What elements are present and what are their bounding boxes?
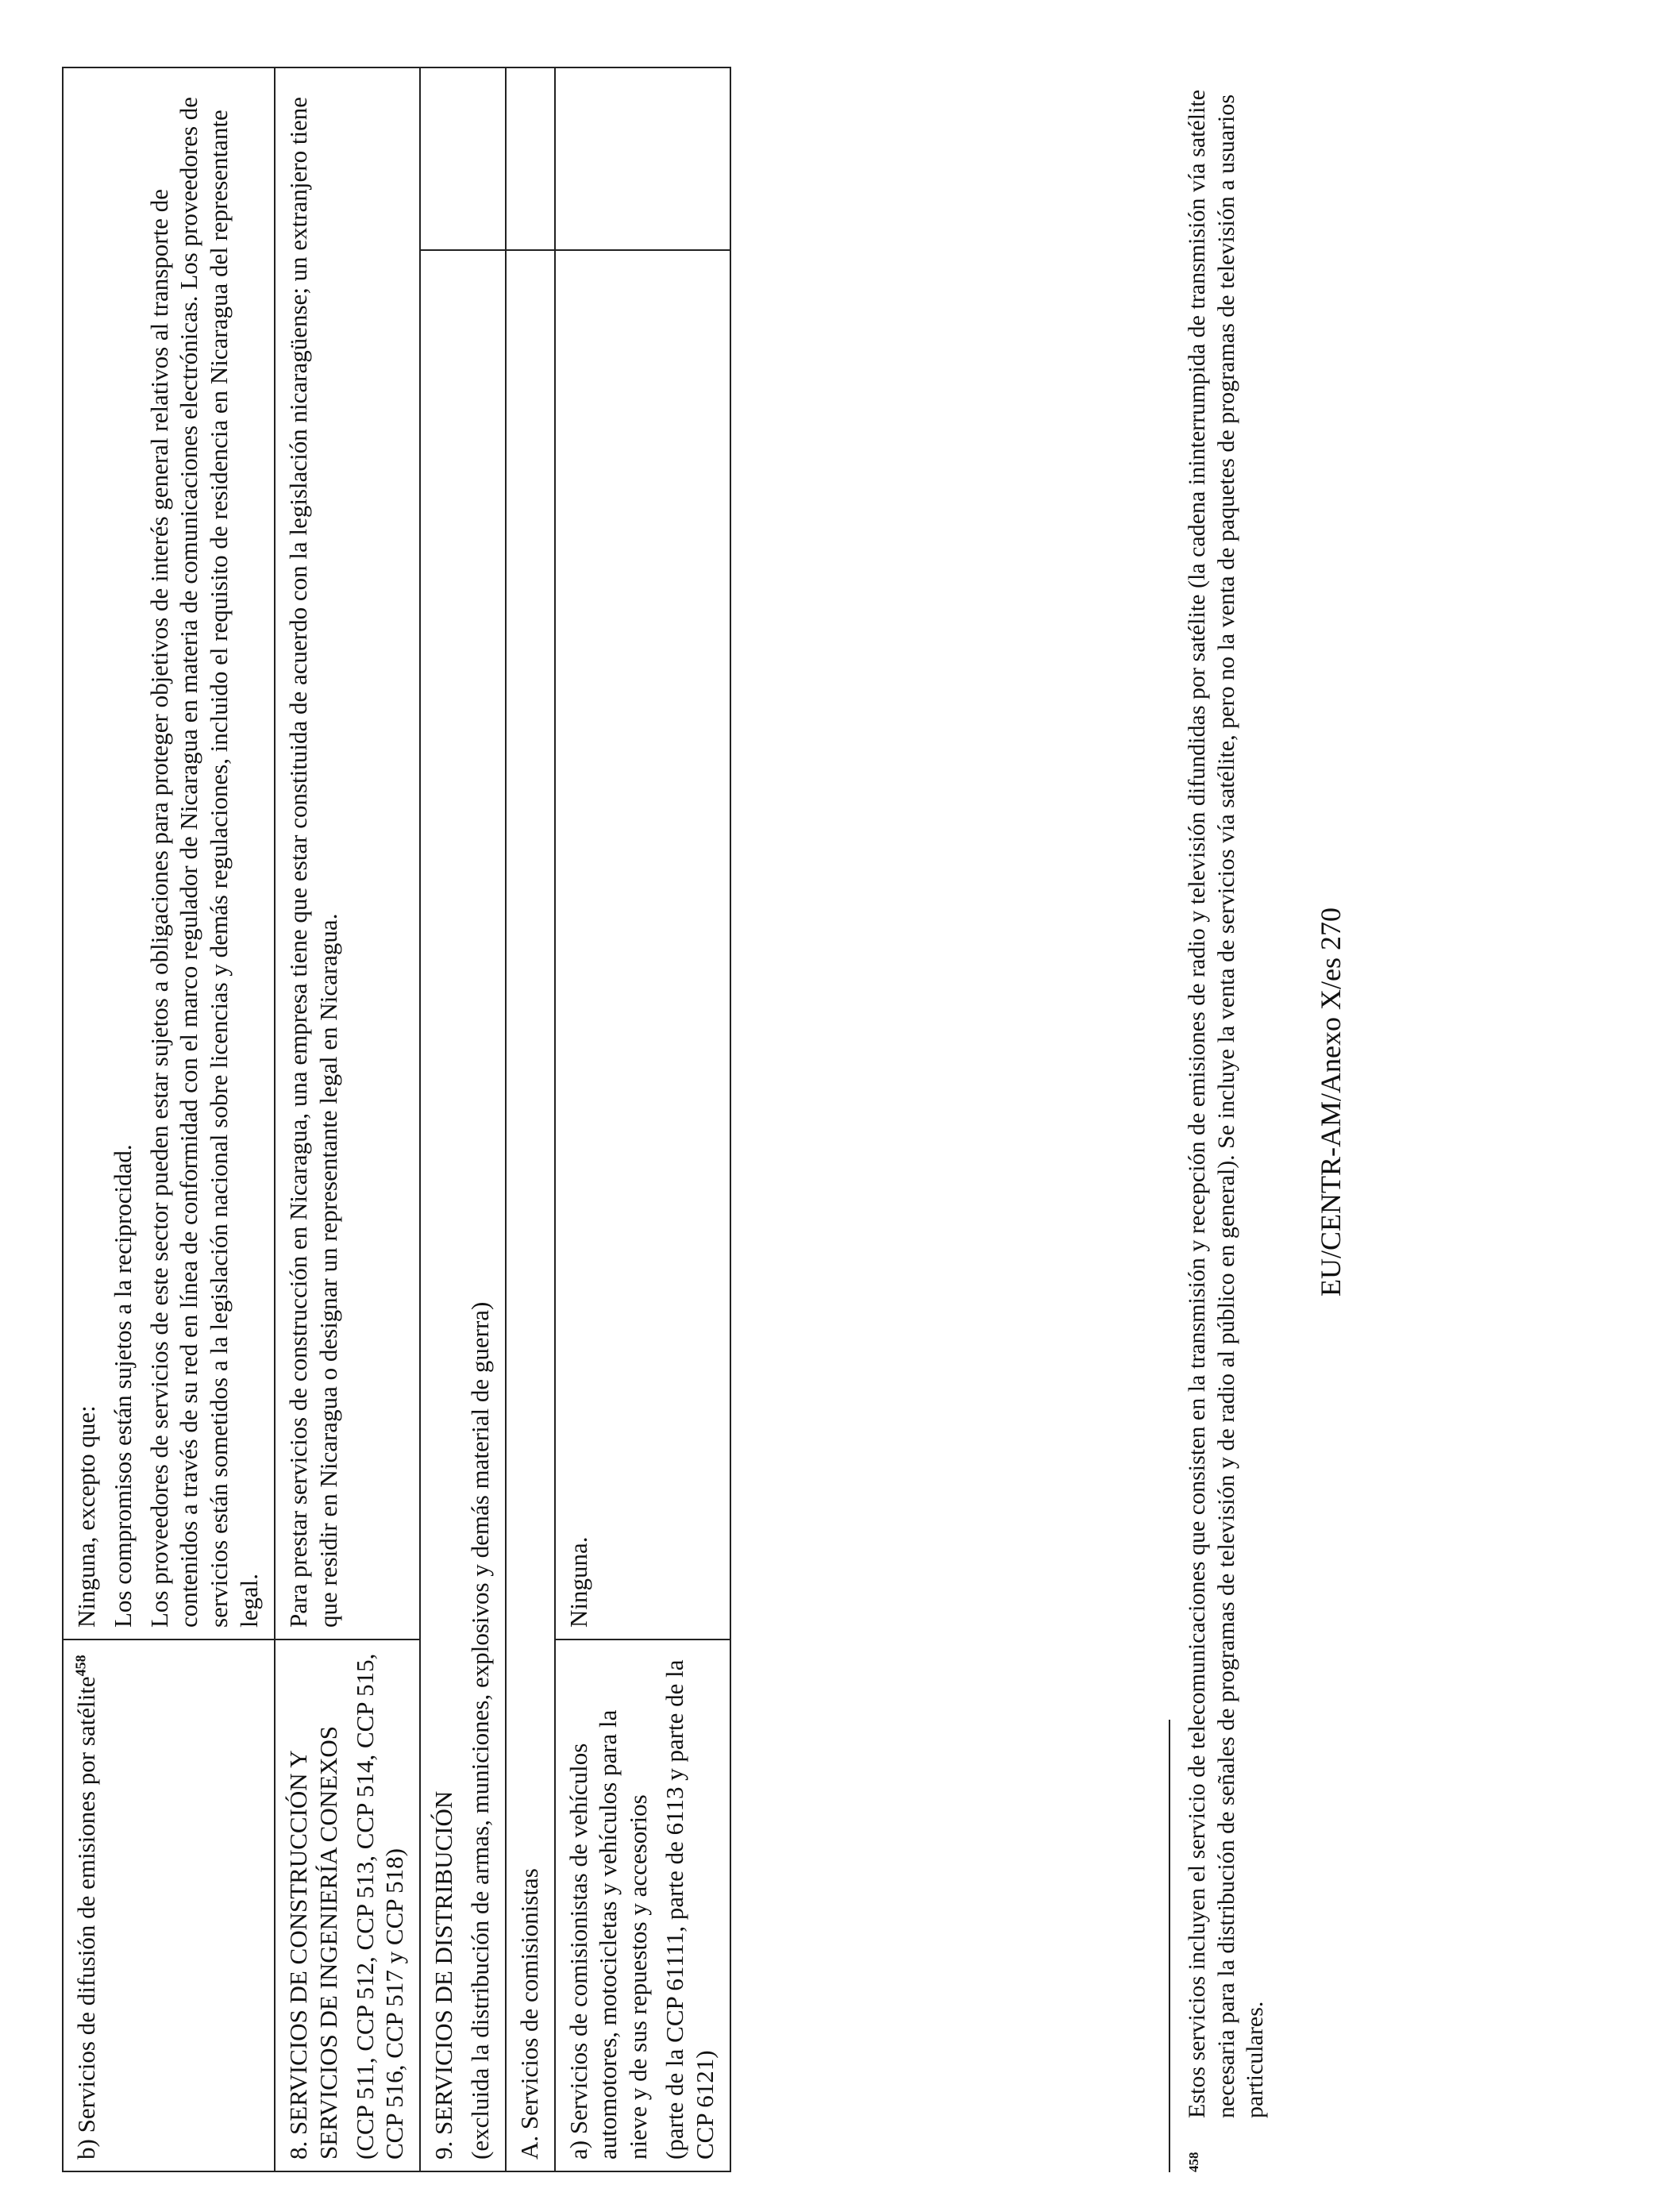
full-width-cell	[506, 250, 555, 2171]
full-width-cell	[420, 250, 506, 2171]
footnote-reference[interactable]: 458	[72, 1655, 89, 1677]
detail-cell	[275, 67, 420, 1640]
detail-cell	[555, 250, 730, 1640]
table-row-satellite-broadcast	[63, 67, 275, 2171]
section-heading: 8. SERVICIOS DE CONSTRUCCIÓN Y SERVICIOS DE INGENIERÍA CONEXOS	[283, 1725, 342, 2160]
detail-paragraph: Ninguna.	[564, 1536, 592, 1628]
table-row-construction	[275, 67, 420, 2171]
detail-paragraph: Para prestar servicios de construcción en Nicaragua, una empresa tiene que estar constituida de acuerdo con la legislación nicaragüense; un extranjero tiene que residir en Nicaragua o designar un representante legal en Nicaragua.	[283, 96, 342, 1628]
empty-cell	[420, 67, 506, 250]
footnote-text: Estos servicios incluyen el servicio de telecomunicaciones que consisten en la transmisión y recepción de emisiones de radio y televisión difundidas por satélite (la cadena ininterrumpida de transmisión vía satélite necesaria para la distribución de señales de programas de televisión y de radio al público en general). Se incluye la venta de servicios vía satélite, pero no la venta de paquetes de programas de televisión a usuarios particulares.	[1184, 89, 1269, 2118]
footnote	[1183, 67, 1270, 2172]
section-note: (excluida la distribución de armas, municiones, explosivos y demás material de guerra)	[465, 1301, 494, 2160]
ccp-codes: (CCP 511, CCP 512, CCP 513, CCP 514, CCP 515, CCP 516, CCP 517 y CCP 518)	[350, 1653, 409, 2160]
table-row-distribution	[420, 67, 506, 2171]
subsection-heading: A. Servicios de comisionistas	[514, 1868, 543, 2160]
footnote-number: 458	[1186, 2152, 1201, 2172]
empty-cell	[506, 67, 555, 250]
table-row-vehicle-agents	[555, 67, 730, 2171]
footnote-area	[1169, 67, 1270, 2172]
ccp-codes: (parte de la CCP 61111, parte de 6113 y parte de la CCP 6121)	[661, 1659, 719, 2160]
sector-label: b) Servicios de difusión de emisiones por satélite	[72, 1676, 100, 2160]
sector-label: a) Servicios de comisionistas de vehículos automotores, motocicletas y vehículos para la nieve y de sus repuestos y accesorios	[564, 1709, 653, 2160]
empty-cell	[555, 67, 730, 250]
sector-cell	[63, 1640, 275, 2171]
sector-cell	[555, 1640, 730, 2171]
table-row-commission-agents	[506, 67, 555, 2171]
section-heading: 9. SERVICIOS DE DISTRIBUCIÓN	[430, 1790, 458, 2160]
detail-paragraph: Ninguna, excepto que:	[72, 1405, 100, 1628]
footnote-divider	[1169, 1720, 1170, 2172]
page-reference: EU/CENTR-AM/Anexo X/es 270	[1315, 907, 1347, 1297]
commitments-table	[62, 67, 731, 2172]
sector-cell	[275, 1640, 420, 2171]
detail-cell	[63, 67, 275, 1640]
detail-paragraph: Los proveedores de servicios de este sector pueden estar sujetos a obligaciones para proteger objetivos de interés general relativos al transporte de contenidos a través de su red en línea de conformidad con el marco regulador de Nicaragua en materia de comunicaciones electrónicas. Los proveedores de servicios están sometidos a la legislación nacional sobre licencias y demás regulaciones, incluido el requisito de residencia en Nicaragua del representante legal.	[144, 96, 264, 1628]
detail-paragraph: Los compromisos están sujetos a la reciprocidad.	[108, 1144, 137, 1628]
